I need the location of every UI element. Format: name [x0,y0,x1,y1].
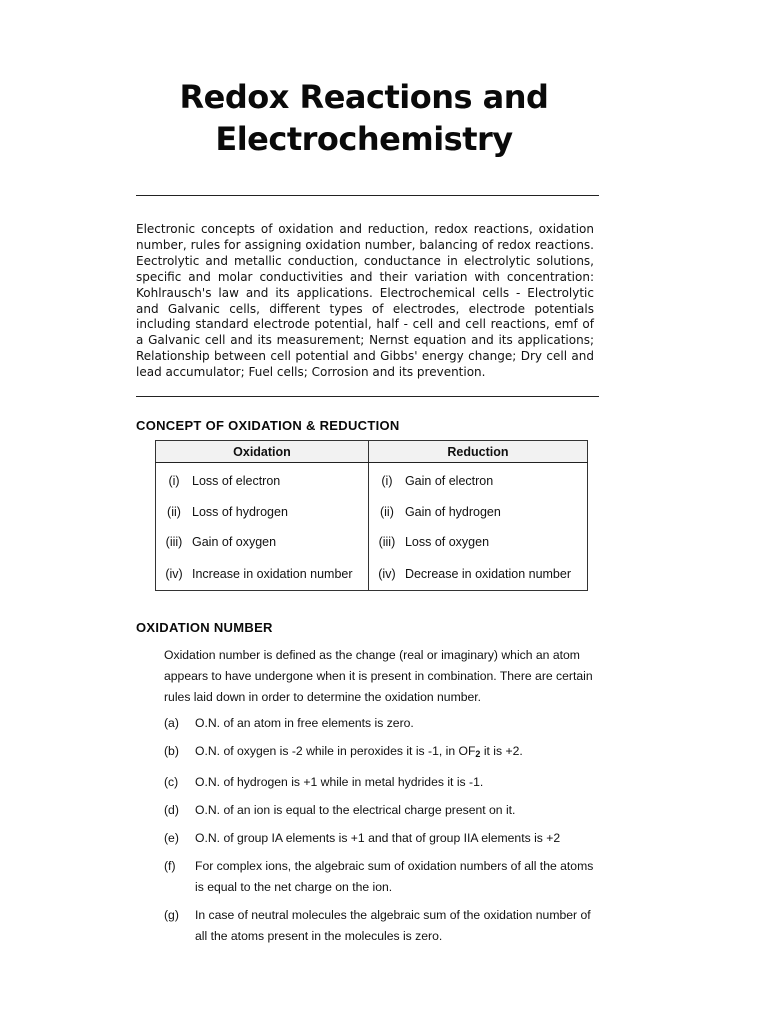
top-divider [136,195,599,196]
reduction-item-text: Loss of oxygen [405,527,588,558]
list-item [164,741,594,765]
concept-heading: CONCEPT OF OXIDATION & REDUCTION [136,418,400,433]
oxidation-number-definition: Oxidation number is defined as the change (real or imaginary) which an atom appears to have undergone when it is present in combination. There are certain rules laid down in order to determine the oxidation number. [164,648,593,704]
list-item [164,856,594,898]
list-item [164,800,594,821]
rule-text-part: O.N. of oxygen is -2 while in peroxides it is -1, in OF [195,744,476,758]
reduction-column-header: Reduction [368,441,587,463]
oxidation-item-text: Gain of oxygen [192,527,368,558]
reduction-item-text: Decrease in oxidation number [405,558,588,591]
rule-label: (a) [164,716,179,730]
oxidation-column-header: Oxidation [156,441,369,463]
oxidation-item-number: (iv) [156,558,193,591]
reduction-item-number: (i) [381,474,393,489]
rule-text: O.N. of group IA elements is +1 and that of group IIA elements is +2 [195,831,561,845]
table-row [156,497,588,528]
reduction-item-text: Gain of electron [405,463,588,497]
reduction-item-number: (iii) [378,535,396,550]
rule-label: (f) [164,859,176,873]
list-item [164,828,594,849]
oxidation-item-number: (iii) [156,527,193,558]
rule-label: (c) [164,775,179,789]
oxidation-item-text: Increase in oxidation number [192,558,368,591]
table-row [156,527,588,558]
table-row [156,558,588,591]
rule-text: O.N. of an atom in free elements is zero. [195,716,414,730]
reduction-item-number: (ii) [379,504,394,519]
reduction-item-number: (iv) [368,558,405,591]
rule-text: For complex ions, the algebraic sum of oxidation numbers of all the atoms is equal to the net charge on the ion. [195,859,594,894]
reduction-item-text: Gain of hydrogen [405,497,588,528]
bottom-divider [136,396,599,397]
oxidation-item-text: Loss of hydrogen [192,497,368,528]
rule-text: O.N. of hydrogen is +1 while in metal hydrides it is -1. [195,775,484,789]
oxidation-item-number: (i) [156,463,193,497]
oxidation-item-number: (ii) [156,497,193,528]
rule-label: (e) [164,831,179,845]
rule-label: (b) [164,744,179,758]
list-item [164,772,594,793]
oxidation-reduction-table [155,440,588,591]
rule-label: (d) [164,803,179,817]
list-item [164,713,594,734]
chapter-title-line-2: Electrochemistry [215,120,513,158]
rule-label: (g) [164,908,179,922]
rule-text-part: it is +2. [480,744,523,758]
rule-text: O.N. of an ion is equal to the electrical charge present on it. [195,803,516,817]
chapter-title-line-1: Redox Reactions and [179,78,549,116]
oxidation-number-rules [164,713,594,954]
subscript: 2 [475,749,481,759]
table-header-row [156,441,588,463]
oxidation-number-heading: OXIDATION NUMBER [136,620,273,635]
table-row [156,463,588,497]
chapter-title [0,76,728,160]
syllabus-paragraph: Electronic concepts of oxidation and reduction, redox reactions, oxidation number, rules for assigning oxidation number, balancing of redox reactions. Eectrolytic and metallic conduction, conductance in electrolytic solutions, specific and molar conductivities and their variation with concentration: Kohlrausch's law and its applications. Electrochemical cells - Electrolytic and Galvanic cells, different types of electrodes, electrode potentials including standard electrode potential, half - cell and cell reactions, emf of a Galvanic cell and its measurement; Nernst equation and its applications; Relationship between cell potential and Gibbs' energy change; Dry cell and lead accumulator; Fuel cells; Corrosion and its prevention. [136,222,594,380]
list-item [164,905,594,947]
oxidation-item-text: Loss of electron [192,463,368,497]
rule-text: In case of neutral molecules the algebraic sum of the oxidation number of all the atoms present in the molecules is zero. [195,908,591,943]
